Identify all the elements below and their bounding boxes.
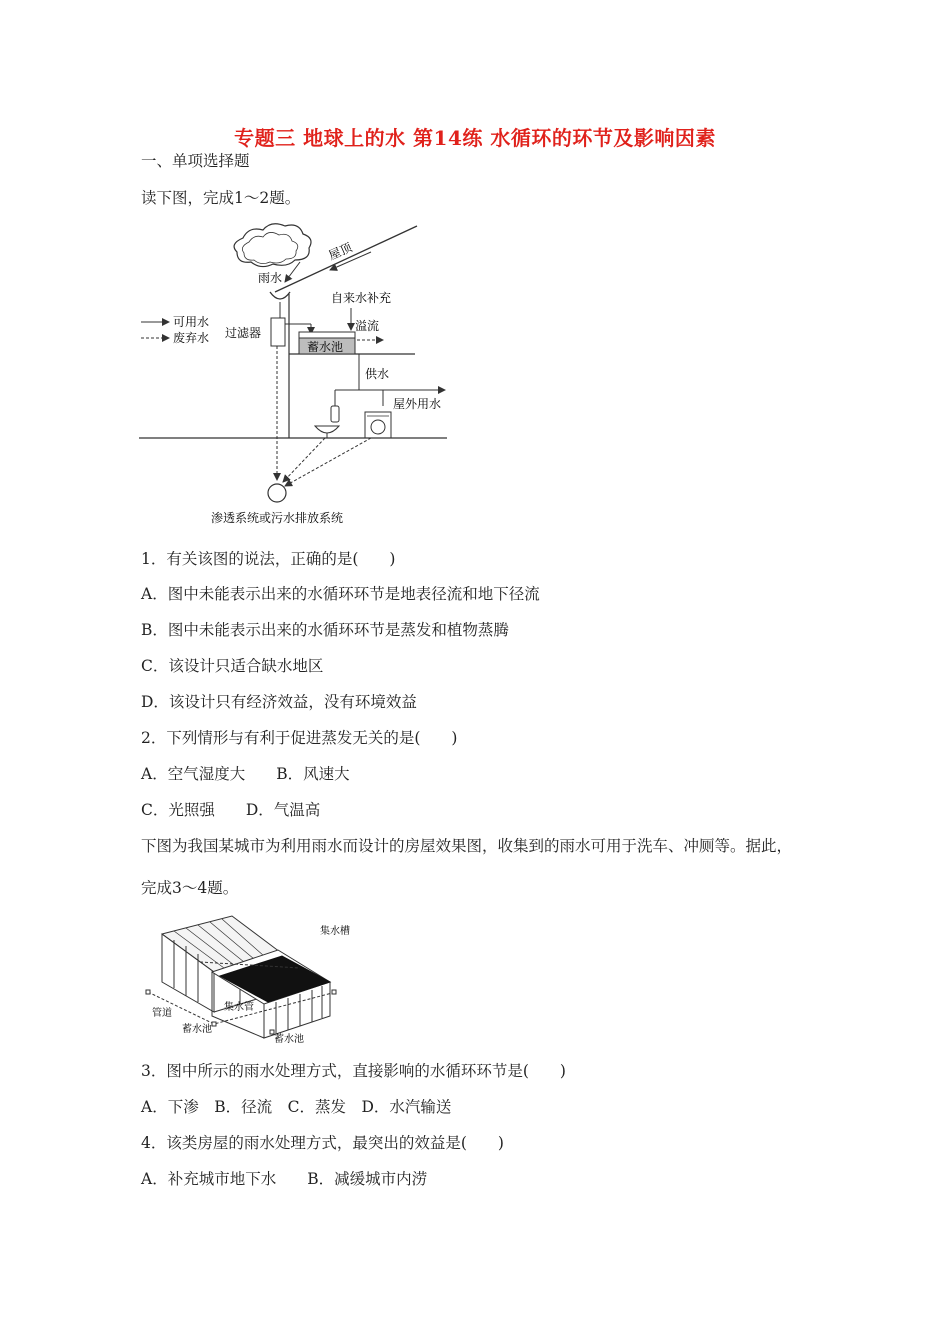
tank-left-label: 蓄水池	[182, 1024, 212, 1035]
q3-options: A．下渗 B．径流 C．蒸发 D．水汽输送	[141, 1098, 452, 1116]
toilet-icon	[315, 406, 339, 438]
q3-stem: 3．图中所示的雨水处理方式，直接影响的水循环环节是( )	[141, 1062, 566, 1080]
q1-option-b: B．图中未能表示出来的水循环环节是蒸发和植物蒸腾	[141, 621, 509, 639]
q1-option-c: C．该设计只适合缺水地区	[141, 657, 324, 675]
overflow-label: 溢流	[355, 319, 380, 333]
filter-icon	[271, 318, 285, 346]
q2-options-cd: C．光照强 D．气温高	[141, 801, 321, 819]
rain-collection-house-diagram	[140, 912, 370, 1046]
roof-label: 屋顶	[326, 240, 355, 263]
legend-waste-label: 废弃水	[173, 331, 210, 345]
washing-machine-icon	[365, 412, 391, 438]
tank-label: 蓄水池	[307, 340, 344, 354]
q1-option-d: D．该设计只有经济效益，没有环境效益	[141, 693, 417, 711]
q2-options-ab: A．空气湿度大 B．风速大	[141, 765, 350, 783]
cloud-icon	[234, 224, 311, 267]
rainwater-system-diagram	[135, 220, 455, 530]
roof-line	[275, 226, 417, 292]
q4-options-ab: A．补充城市地下水 B．减缓城市内涝	[141, 1170, 428, 1188]
intro-text-2: 下图为我国某城市为利用雨水而设计的房屋效果图，收集到的雨水可用于洗车、冲厕等。据此，	[141, 837, 793, 855]
drain-icon	[268, 484, 286, 502]
filter-label: 过滤器	[225, 326, 262, 340]
intro-text-1: 读下图，完成1～2题。	[141, 189, 301, 207]
intro-text-2-cont: 完成3～4题。	[141, 879, 239, 897]
tank-right-label: 蓄水池	[274, 1034, 304, 1045]
rain-label: 雨水	[258, 271, 283, 285]
q1-option-a: A．图中未能表示出来的水循环环节是地表径流和地下径流	[141, 585, 540, 603]
q4-stem: 4．该类房屋的雨水处理方式，最突出的效益是( )	[141, 1134, 504, 1152]
tap-supply-label: 自来水补充	[331, 291, 392, 305]
page-title: 专题三 地球上的水 第14练 水循环的环节及影响因素	[234, 126, 716, 150]
gutter-label: 集水槽	[320, 926, 350, 937]
outdoor-use-label: 屋外用水	[393, 397, 442, 411]
q1-stem: 1．有关该图的说法，正确的是( )	[141, 550, 396, 568]
pipe-label: 集水管	[224, 1002, 254, 1013]
drain-label: 渗透系统或污水排放系统	[211, 511, 344, 525]
gutter-icon	[270, 292, 290, 299]
section-heading: 一、单项选择题	[141, 152, 250, 170]
conduit-label: 管道	[152, 1008, 172, 1019]
supply-label: 供水	[365, 367, 390, 381]
q2-stem: 2．下列情形与有利于促进蒸发无关的是( )	[141, 729, 458, 747]
legend-usable-label: 可用水	[173, 315, 210, 329]
